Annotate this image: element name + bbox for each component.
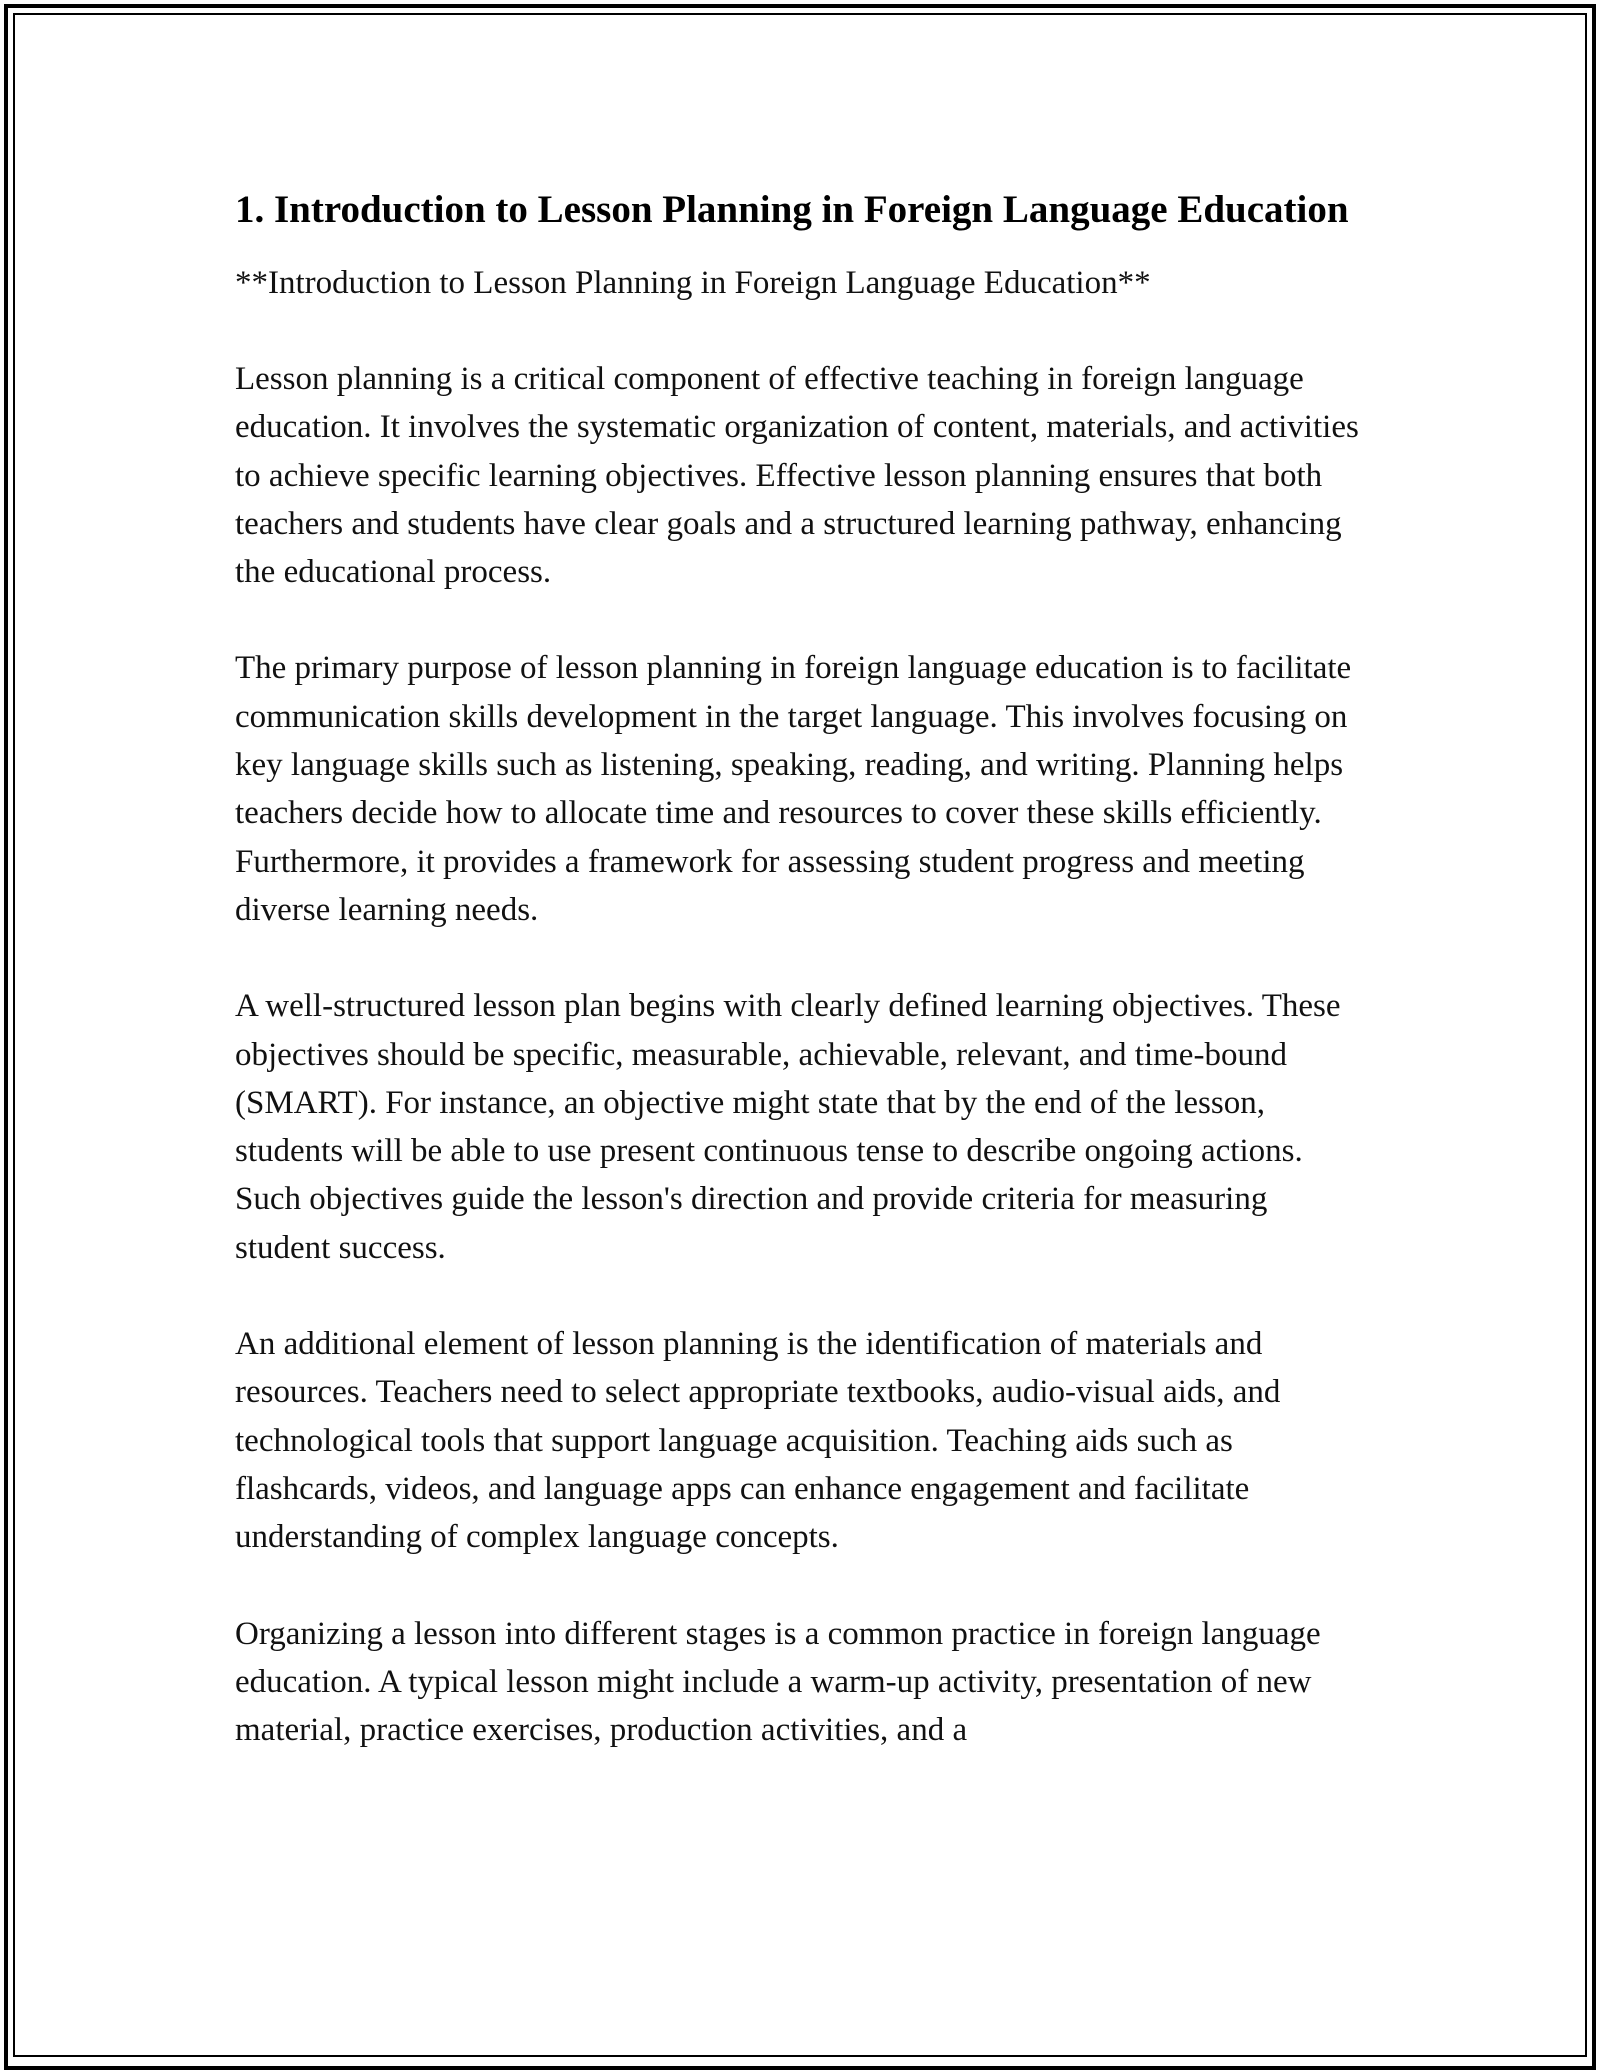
section-subtitle: **Introduction to Lesson Planning in Foreign Language Education** xyxy=(235,265,1151,301)
paragraph-1: Lesson planning is a critical component of effective teaching in foreign language education. It involves the systematic organization of content, materials, and activities to achieve specific learning objectives. Effective lesson planning ensures that both teachers and students have clear goals and a structured learning pathway, enhancing the educational process. xyxy=(235,361,1359,591)
section-heading: 1. Introduction to Lesson Planning in Foreign Language Education xyxy=(235,188,1349,231)
paragraph-3: A well-structured lesson plan begins with clearly defined learning objectives. These objectives should be specific, measurable, achievable, relevant, and time-bound (SMART). For instance, an objective might state that by the end of the lesson, students will be able to use present continuous tense to describe ongoing actions. Such objectives guide the lesson's direction and provide criteria for measuring student success. xyxy=(235,988,1341,1266)
paragraph-5: Organizing a lesson into different stages is a common practice in foreign language education. A typical lesson might include a warm-up activity, presentation of new material, practice exercises, production activities, and a xyxy=(235,1615,1321,1749)
document-body xyxy=(235,182,1365,1802)
paragraph-2: The primary purpose of lesson planning in foreign language education is to facilitate communication skills development in the target language. This involves focusing on key language skills such as listening, speaking, reading, and writing. Planning helps teachers decide how to allocate time and resources to cover these skills efficiently. Furthermore, it provides a framework for assessing student progress and meeting diverse learning needs. xyxy=(235,650,1352,928)
paragraph-4: An additional element of lesson planning is the identification of materials and resources. Teachers need to select appropriate textbooks, audio-visual aids, and technological tools that support language acquisition. Teaching aids such as flashcards, videos, and language apps can enhance engagement and facilitate understanding of complex language concepts. xyxy=(235,1326,1281,1556)
